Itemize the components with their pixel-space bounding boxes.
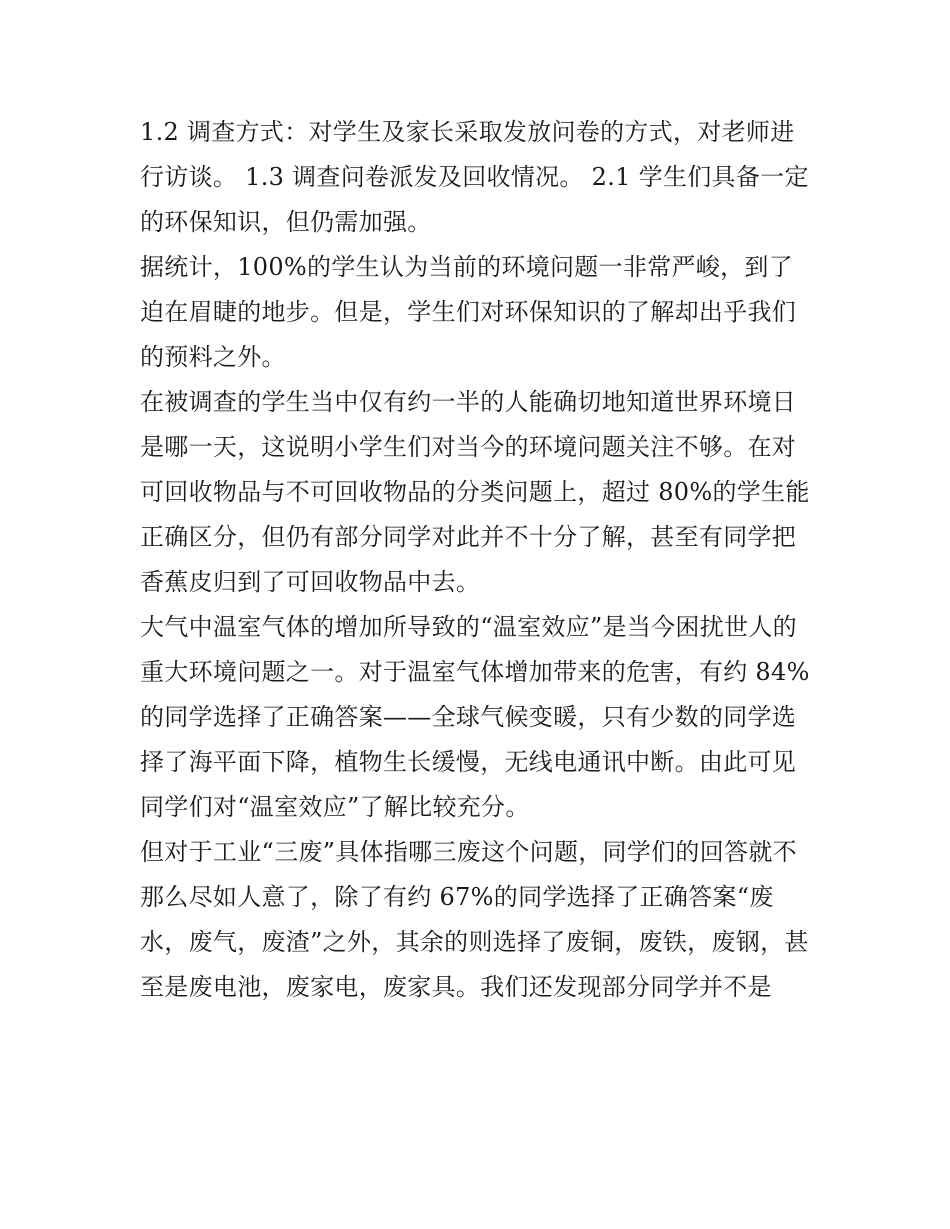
document-body xyxy=(140,110,812,1010)
paragraph-greenhouse-effect: 大气中温室气体的增加所导致的“温室效应”是当今困扰世人的重大环境问题之一。对于温室气体增加带来的危害，有约 84%的同学选择了正确答案——全球气候变暖，只有少数的同学选择了海平面下降，植物生长缓慢，无线电通讯中断。由此可见同学们对“温室效应”了解比较充分。 xyxy=(140,613,810,821)
paragraph-statistics: 据统计，100%的学生认为当前的环境问题一非常严峻，到了迫在眉睫的地步。但是，学生们对环保知识的了解却出乎我们的预料之外。 xyxy=(140,253,797,371)
paragraph-environment-day: 在被调查的学生当中仅有约一半的人能确切地知道世界环境日是哪一天，这说明小学生们对当今的环境问题关注不够。在对可回收物品与不可回收物品的分类问题上，超过 80%的学生能正确区分，但仍有部分同学对此并不十分了解，甚至有同学把香蕉皮归到了可回收物品中去。 xyxy=(140,388,810,596)
paragraph-three-wastes: 但对于工业“三废”具体指哪三废这个问题，同学们的回答就不那么尽如人意了，除了有约 67%的同学选择了正确答案“废水，废气，废渣”之外，其余的则选择了废铜，废铁，废钢，甚至是废电池，废家电，废家具。我们还发现部分同学并不是 xyxy=(140,838,809,1001)
paragraph-survey-method: 1.2 调查方式：对学生及家长采取发放问卷的方式，对老师进行访谈。 1.3 调查问卷派发及回收情况。 2.1 学生们具备一定的环保知识，但仍需加强。 xyxy=(140,118,809,236)
